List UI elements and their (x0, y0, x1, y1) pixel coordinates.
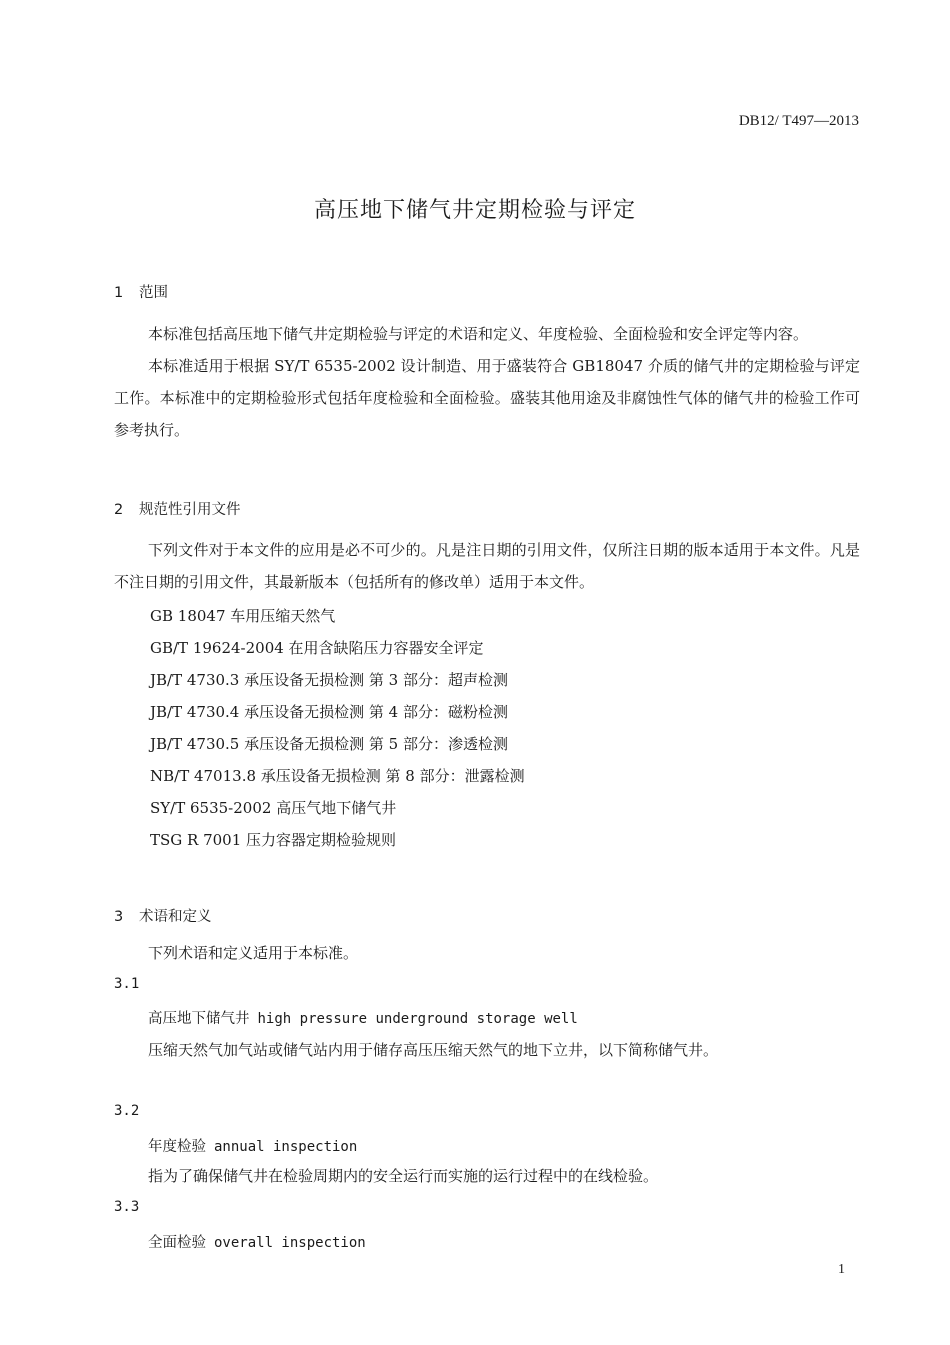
term-heading (148, 1135, 357, 1156)
term-zh: 高压地下储气井 (148, 1011, 250, 1027)
section-title: 术语和定义 (139, 909, 212, 925)
reference-item: JB/T 4730.3 承压设备无损检测 第 3 部分：超声检测 (150, 671, 508, 689)
term-en: overall inspection (214, 1235, 366, 1251)
reference-item: GB 18047 车用压缩天然气 (150, 607, 336, 625)
term-definition: 压缩天然气加气站或储气站内用于储存高压压缩天然气的地下立井，以下简称储气井。 (148, 1041, 719, 1059)
term-zh: 年度检验 (148, 1139, 206, 1155)
paragraph: 下列文件对于本文件的应用是必不可少的。凡是注日期的引用文件，仅所注日期的版本适用于本文件。凡是不注日期的引用文件，其最新版本（包括所有的修改单）适用于本文件。 (114, 541, 860, 591)
page-number: 1 (838, 1262, 845, 1277)
section-title: 范围 (139, 285, 168, 301)
reference-item: GB/T 19624-2004 在用含缺陷压力容器安全评定 (150, 639, 484, 657)
term-zh: 全面检验 (148, 1235, 206, 1251)
document-code: DB12/ T497—2013 (738, 113, 859, 129)
section-1-body (114, 318, 860, 446)
subsection-number: 3.1 (114, 976, 140, 992)
reference-item: SY/T 6535-2002 高压气地下储气井 (150, 799, 397, 817)
reference-item: JB/T 4730.4 承压设备无损检测 第 4 部分：磁粉检测 (150, 703, 508, 721)
page-title: 高压地下储气井定期检验与评定 (313, 198, 636, 223)
term-heading (148, 1231, 366, 1252)
section-3-intro: 下列术语和定义适用于本标准。 (148, 944, 359, 962)
section-2-heading (114, 498, 241, 519)
reference-item: NB/T 47013.8 承压设备无损检测 第 8 部分：泄露检测 (150, 767, 525, 785)
paragraph: 本标准适用于根据 SY/T 6535-2002 设计制造、用于盛装符合 GB18047 介质的储气井的定期检验与评定工作。本标准中的定期检验形式包括年度检验和全面检验。盛装其他用途及非腐蚀性气体的储气井的检验工作可参考执行。 (114, 357, 860, 439)
term-en: high pressure underground storage well (257, 1011, 578, 1027)
section-number: 1 (114, 285, 124, 301)
subsection-number: 3.3 (114, 1199, 140, 1215)
reference-item: JB/T 4730.5 承压设备无损检测 第 5 部分：渗透检测 (150, 735, 508, 753)
term-heading (148, 1007, 578, 1028)
term-definition: 指为了确保储气井在检验周期内的安全运行而实施的运行过程中的在线检验。 (148, 1167, 659, 1185)
section-number: 2 (114, 502, 124, 518)
section-3-heading (114, 905, 212, 926)
subsection-number: 3.2 (114, 1103, 140, 1119)
reference-item: TSG R 7001 压力容器定期检验规则 (150, 831, 397, 849)
section-title: 规范性引用文件 (139, 502, 241, 518)
section-1-heading (114, 281, 168, 302)
paragraph: 本标准包括高压地下储气井定期检验与评定的术语和定义、年度检验、全面检验和安全评定等内容。 (148, 325, 809, 343)
section-2-intro (114, 534, 860, 598)
section-number: 3 (114, 909, 124, 925)
term-en: annual inspection (214, 1139, 358, 1155)
